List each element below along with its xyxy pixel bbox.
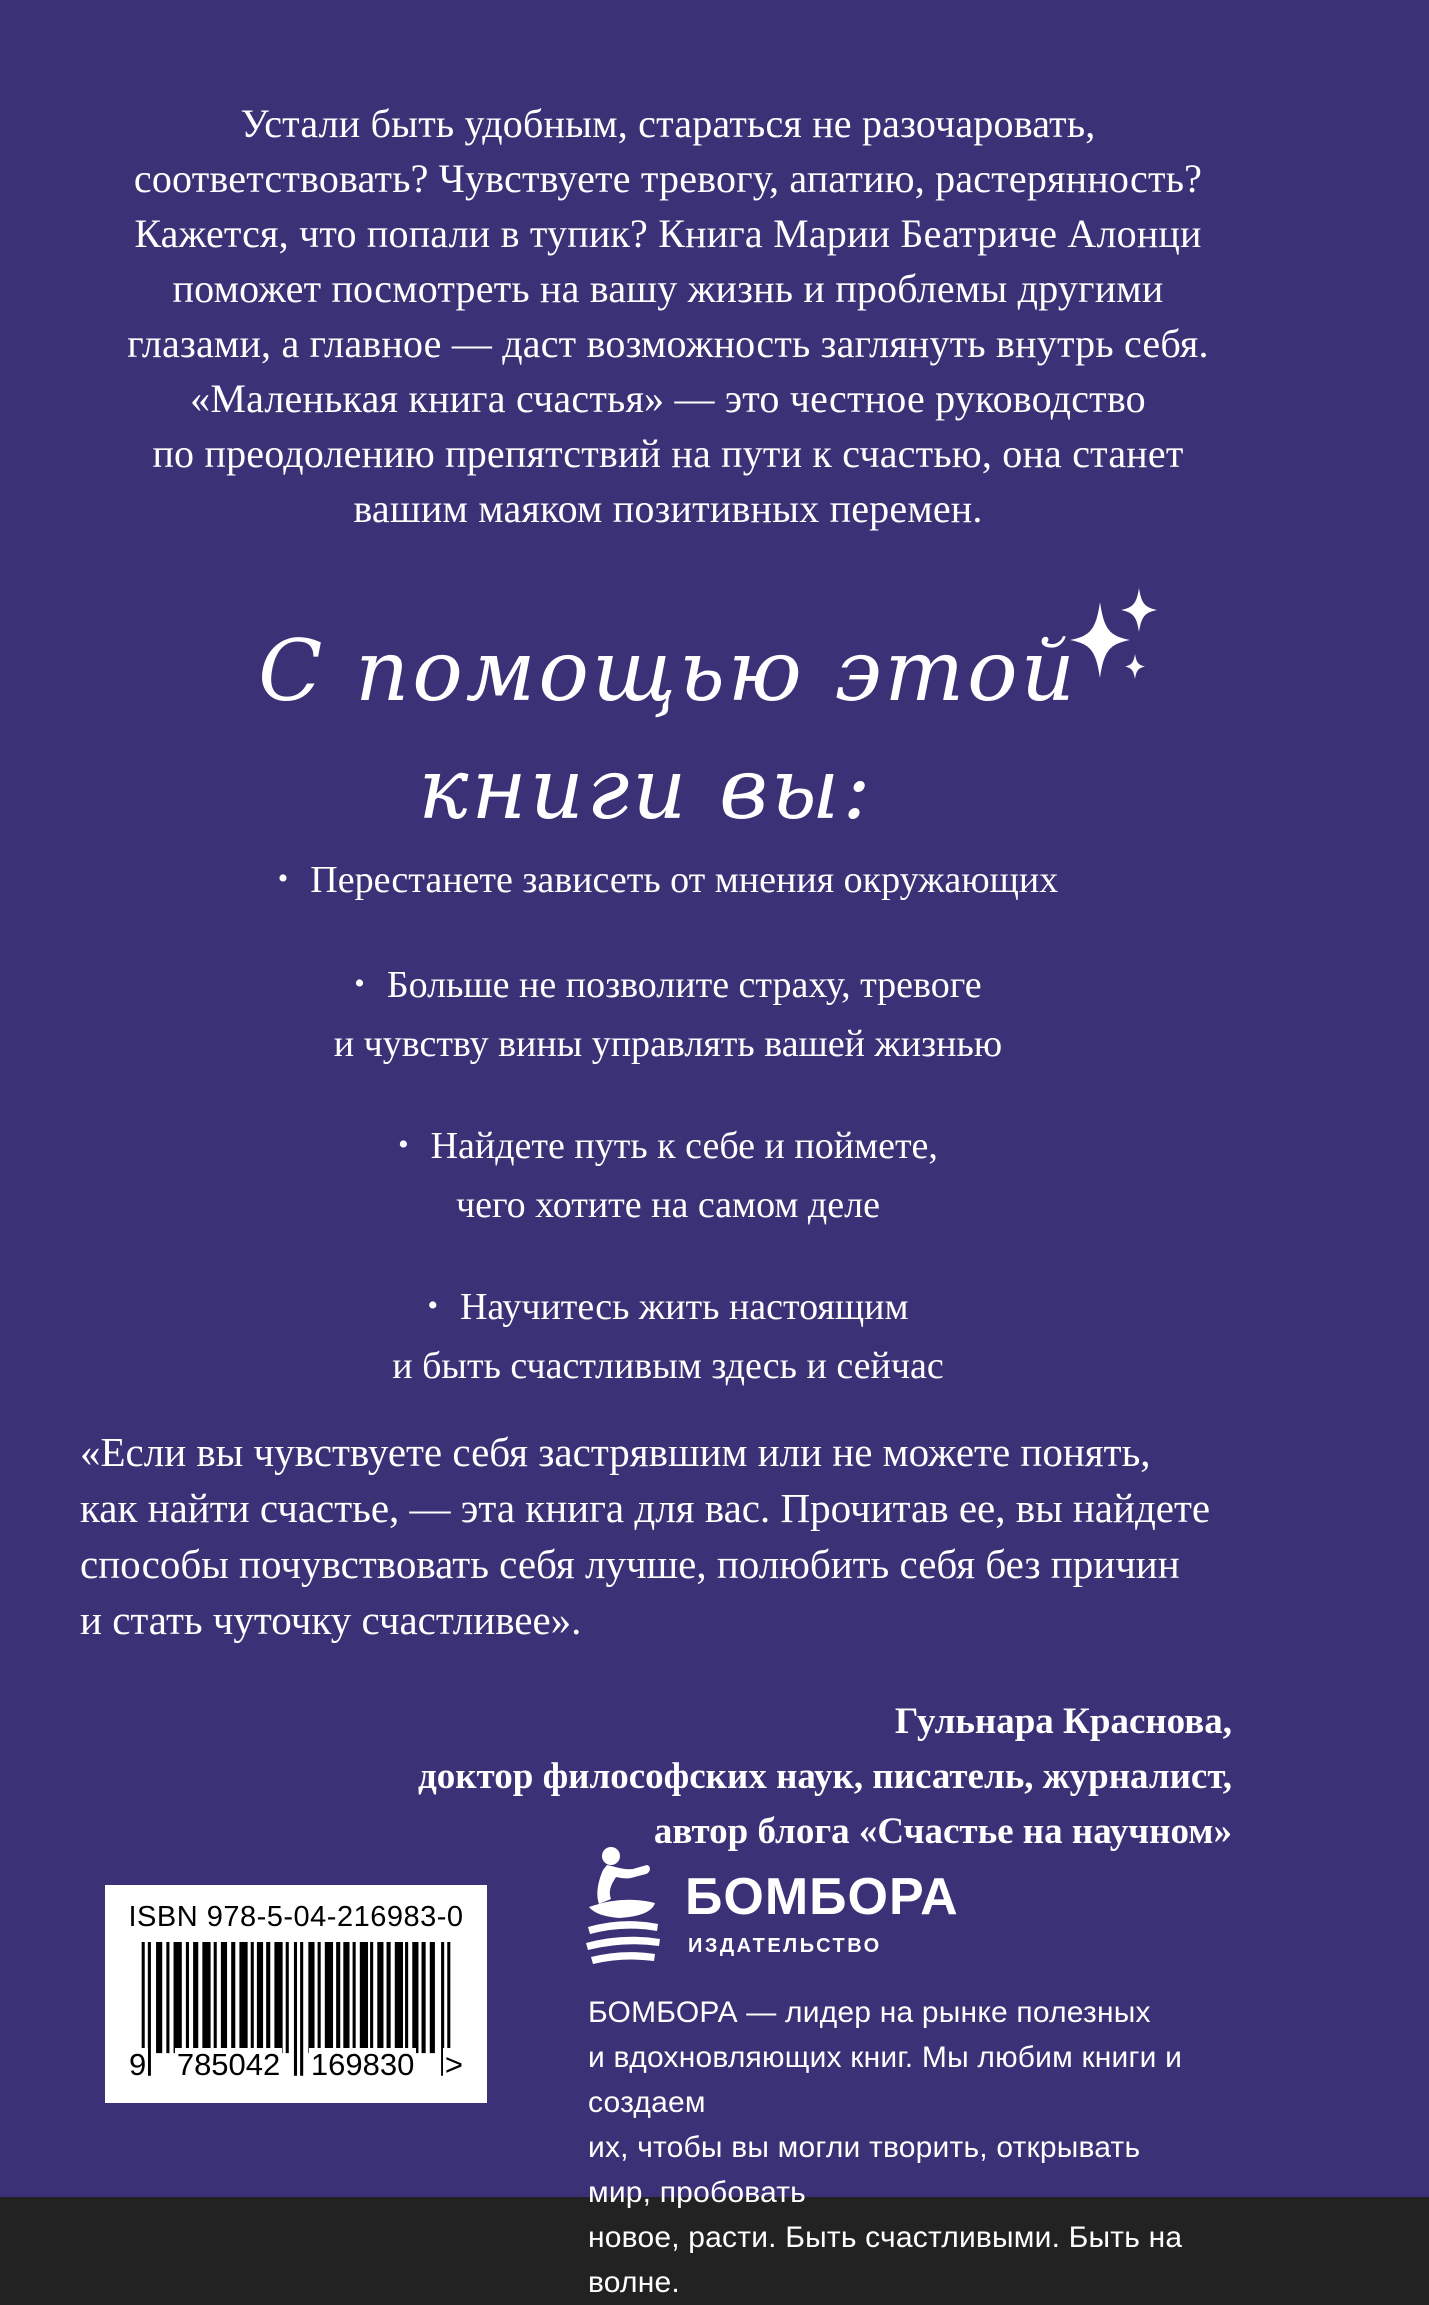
isbn-box bbox=[105, 1885, 487, 2103]
description-line: их, чтобы вы могли творить, открывать мир, пробовать bbox=[588, 2131, 1141, 2209]
intro-line: соответствовать? Чувствуете тревогу, апатию, растерянность? bbox=[133, 156, 1203, 201]
barcode bbox=[129, 1942, 463, 2084]
benefit-line: и чувству вины управлять вашей жизнью bbox=[333, 1023, 1003, 1065]
review-line: способы почувствовать себя лучше, полюбить себя без причин bbox=[80, 1541, 1180, 1587]
benefit-line: • Перестанете зависеть от мнения окружающих bbox=[0, 852, 1336, 911]
intro-line: глазами, а главное — даст возможность заглянуть внутрь себя. bbox=[127, 321, 1209, 366]
review-line: как найти счастье, — эта книга для вас. Прочитав ее, вы найдете bbox=[80, 1485, 1211, 1531]
benefit-line: и быть счастливым здесь и сейчас bbox=[392, 1345, 944, 1387]
intro-line: вашим маяком позитивных перемен. bbox=[353, 486, 983, 531]
description-line: новое, расти. Быть счастливыми. Быть на волне. bbox=[588, 2221, 1183, 2299]
barcode-digit-group: 785042 bbox=[176, 2047, 281, 2082]
description-line: БОМБОРА — лидер на рынке полезных bbox=[588, 1996, 1151, 2029]
publisher-description bbox=[588, 1990, 1188, 2305]
isbn-label: ISBN 978-5-04-216983-0 bbox=[128, 1901, 464, 1933]
barcode-digit-left: 9 bbox=[129, 2047, 147, 2082]
benefits-list bbox=[0, 852, 1336, 1440]
benefit-line: чего хотите на самом деле bbox=[456, 1184, 880, 1226]
benefit-line: • Больше не позволите страху, тревоге bbox=[0, 957, 1336, 1016]
intro-line: Устали быть удобным, стараться не разочаровать, bbox=[240, 101, 1096, 146]
publisher-logo bbox=[583, 1843, 1203, 1968]
sparkles-icon bbox=[1056, 580, 1176, 690]
publisher-name: БОМБОРА bbox=[685, 1868, 959, 1926]
review-author: Гульнара Краснова, bbox=[894, 1701, 1232, 1742]
bullet-dot: • bbox=[427, 1289, 438, 1322]
intro-line: «Маленькая книга счастья» — это честное руководство bbox=[190, 376, 1146, 421]
description-line: и вдохновляющих книг. Мы любим книги и создаем bbox=[588, 2041, 1183, 2119]
barcode-digits bbox=[127, 2048, 465, 2082]
review-attribution bbox=[132, 1694, 1232, 1859]
benefit-item bbox=[0, 852, 1336, 911]
script-heading-line: книги вы: bbox=[418, 740, 874, 838]
benefit-line: • Найдете путь к себе и поймете, bbox=[0, 1118, 1336, 1177]
barcode-digit-group: 169830 bbox=[310, 2047, 415, 2082]
publisher-subtitle: ИЗДАТЕЛЬСТВО bbox=[688, 1935, 882, 1957]
intro-paragraph bbox=[0, 96, 1336, 536]
intro-line: по преодолению препятствий на пути к счастью, она станет bbox=[152, 431, 1184, 476]
barcode-digit-end: > bbox=[444, 2047, 463, 2082]
benefit-item bbox=[0, 1279, 1336, 1394]
intro-line: поможет посмотреть на вашу жизнь и проблемы другими bbox=[172, 266, 1164, 311]
review-quote bbox=[80, 1424, 1360, 1648]
bombora-surfer-icon bbox=[583, 1843, 663, 1965]
bullet-dot: • bbox=[354, 967, 365, 1000]
benefit-item bbox=[0, 957, 1336, 1072]
script-heading-line: С помощью этой bbox=[258, 622, 1078, 720]
review-author-blog: автор блога «Счастье на научном» bbox=[653, 1811, 1232, 1852]
intro-line: Кажется, что попали в тупик? Книга Марии Беатриче Алонци bbox=[134, 211, 1202, 256]
review-line: и стать чуточку счастливее». bbox=[80, 1597, 582, 1643]
bullet-dot: • bbox=[398, 1128, 409, 1161]
benefit-line: • Научитесь жить настоящим bbox=[0, 1279, 1336, 1338]
bullet-dot: • bbox=[277, 862, 289, 895]
benefit-item bbox=[0, 1118, 1336, 1233]
review-line: «Если вы чувствуете себя застрявшим или не можете понять, bbox=[80, 1429, 1151, 1475]
review-author-title: доктор философских наук, писатель, журналист, bbox=[418, 1756, 1232, 1797]
